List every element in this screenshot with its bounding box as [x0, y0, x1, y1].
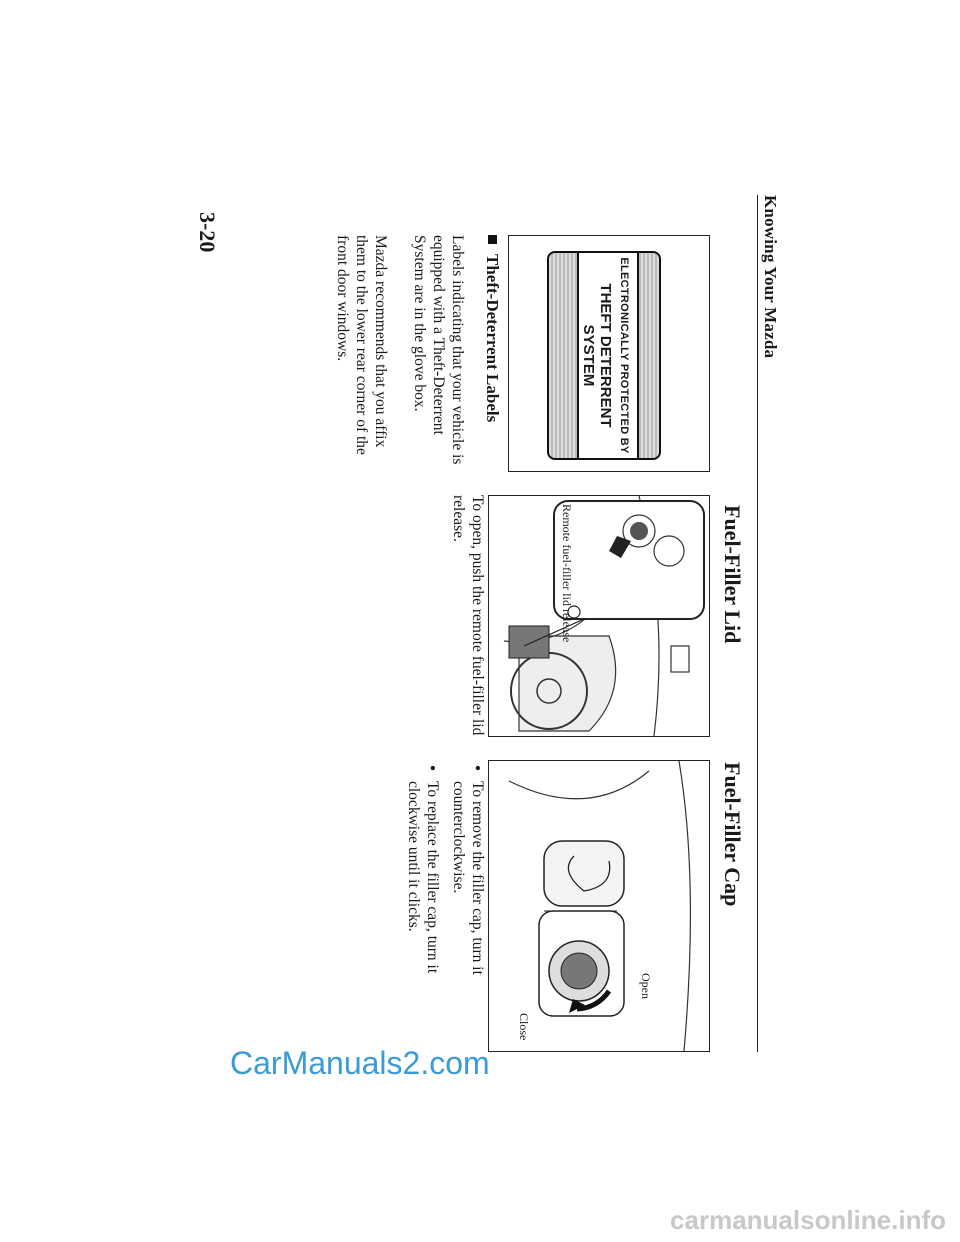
header-rule: [757, 195, 758, 1052]
fuel-filler-lid-instruction: To open, push the remote fuel-filler lid release.: [450, 495, 486, 736]
cap-bullet-remove: ● To remove the filler cap, turn it counterclockwise.: [449, 765, 487, 1035]
fuel-filler-lid-figure: [488, 495, 710, 737]
footer-site: carmanualsonline.info: [670, 1205, 946, 1235]
fuel-filler-cap-figure: [488, 760, 710, 1052]
theft-label-inner: [577, 253, 639, 458]
fuel-filler-lid-title: Fuel-Filler Lid: [720, 505, 745, 644]
theft-label-line1: ELECTRONICALLY PROTECTED BY: [618, 257, 630, 454]
cap-bullet-replace: ● To replace the filler cap, turn it clockwise until it clicks.: [404, 765, 442, 1035]
theft-heading-block: [482, 235, 502, 422]
theft-paragraph-1: Labels indicating that your vehicle is equipped with a Theft-Deterrent System are in the glove box.: [411, 235, 466, 465]
remote-release-callout: Remote fuel-filler lid release: [560, 504, 574, 643]
page-number: 3-20: [195, 212, 220, 253]
watermark: CarManuals2.com: [230, 1045, 490, 1081]
fuel-filler-cap-instructions: [397, 765, 487, 1035]
theft-label-figure: [508, 235, 710, 472]
running-head: Knowing Your Mazda: [761, 195, 780, 359]
open-label: Open: [639, 973, 653, 999]
theft-label-line2: THEFT DETERRENT SYSTEM: [580, 283, 614, 428]
filler-cap-drawing: [489, 761, 709, 1051]
theft-heading: Theft-Deterrent Labels: [483, 254, 502, 423]
theft-label-sticker: [547, 251, 661, 460]
theft-paragraph-2: Mazda recommends that you affix them to the lower rear corner of the front door windows.: [334, 235, 389, 455]
square-bullet-icon: [488, 235, 497, 244]
fuel-filler-cap-title: Fuel-Filler Cap: [720, 762, 745, 907]
dashboard-drawing: [489, 496, 709, 736]
close-label: Close: [517, 1013, 531, 1041]
